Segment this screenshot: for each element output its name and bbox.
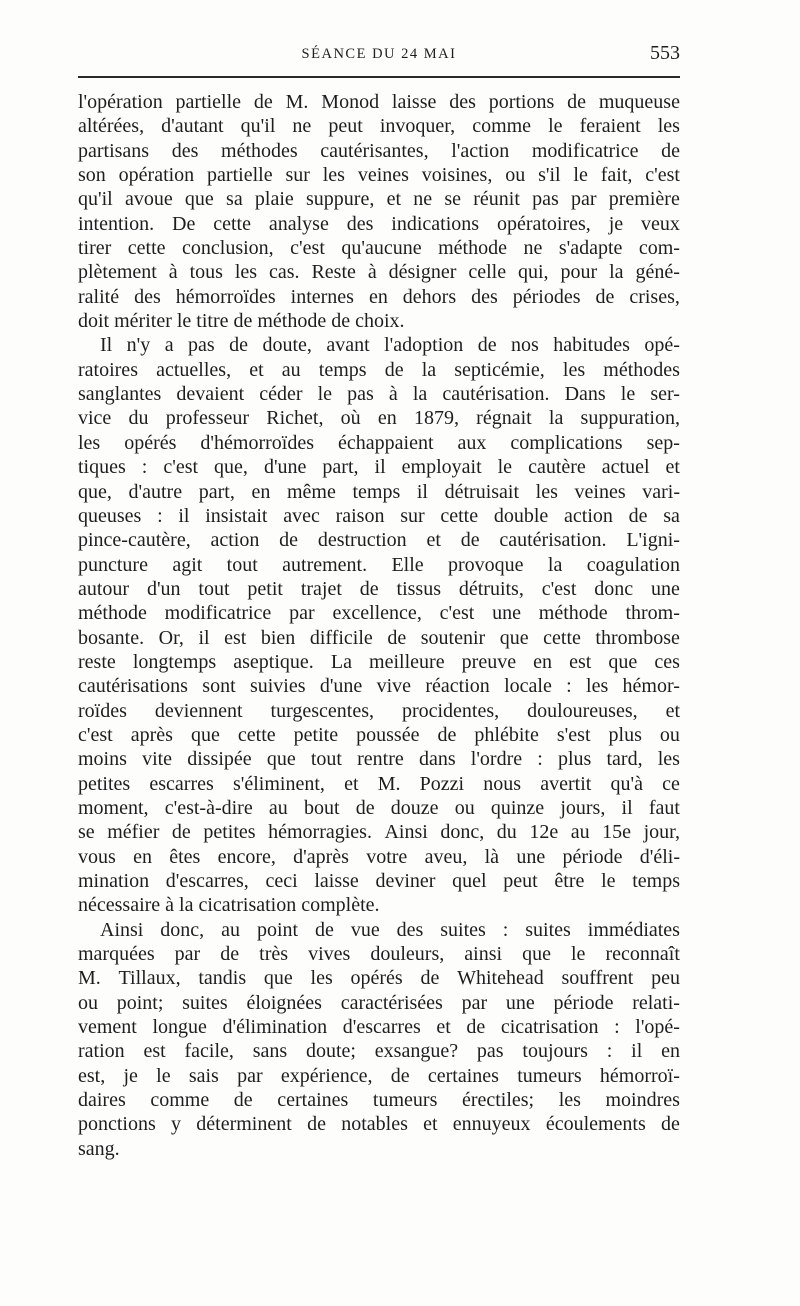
text-line: sanglantes devaient céder le pas à la cautérisation. Dans le ser- — [78, 383, 680, 406]
header-rule — [78, 76, 680, 78]
text-line: ou point; suites éloignées caractérisées par une période relati- — [78, 991, 680, 1014]
text-line: roïdes deviennent turgescentes, procidentes, douloureuses, et — [78, 699, 680, 722]
text-line: est, je le sais par expérience, de certaines tumeurs hémorroï- — [78, 1064, 680, 1087]
text-line: ralité des hémorroïdes internes en dehors des périodes de crises, — [78, 285, 680, 308]
text-line: l'opération partielle de M. Monod laisse des portions de muqueuse — [78, 91, 680, 113]
text-line: petites escarres s'éliminent, et M. Pozzi nous avertit qu'à ce — [78, 772, 680, 795]
text-line: nécessaire à la cicatrisation complète. — [78, 894, 380, 917]
text-line: vice du professeur Richet, où en 1879, régnait la suppuration, — [78, 407, 680, 430]
text-line: reste longtemps aseptique. La meilleure preuve en est que ces — [78, 650, 680, 673]
text-line: altérées, d'autant qu'il ne peut invoquer, comme le feraient les — [78, 115, 680, 138]
body-text — [78, 90, 680, 1161]
text-line: moins vite dissipée que tout rentre dans l'ordre : plus tard, les — [78, 748, 680, 771]
page-header — [78, 42, 680, 72]
text-line: pince-cautère, action de destruction et de cautérisation. L'igni- — [78, 529, 680, 552]
text-line: les opérés d'hémorroïdes échappaient aux complications sep- — [78, 431, 680, 454]
text-line: ponctions y déterminent de notables et ennuyeux écoulements de — [78, 1113, 680, 1136]
text-line: vous en êtes encore, d'après votre aveu, là une période d'éli- — [78, 845, 680, 868]
text-line: bosante. Or, il est bien difficile de soutenir que cette thrombose — [78, 626, 680, 649]
text-line: méthode modificatrice par excellence, c'est une méthode throm- — [78, 602, 680, 625]
page-number: 553 — [650, 42, 680, 64]
text-line: daires comme de certaines tumeurs érectiles; les moindres — [78, 1089, 680, 1112]
text-line: son opération partielle sur les veines voisines, ou s'il le fait, c'est — [78, 164, 680, 187]
text-line: vement longue d'élimination d'escarres et de cicatrisation : l'opé- — [78, 1016, 680, 1039]
text-line: que, d'autre part, en même temps il détruisait les veines vari- — [78, 480, 680, 503]
text-line: moment, c'est-à-dire au bout de douze ou quinze jours, il faut — [78, 796, 680, 819]
text-line: ration est facile, sans doute; exsangue? pas toujours : il en — [78, 1040, 680, 1063]
text-line: tiques : c'est que, d'une part, il employait le cautère actuel et — [78, 456, 680, 479]
text-line: c'est après que cette petite poussée de phlébite s'est plus ou — [78, 723, 680, 746]
text-line: cautérisations sont suivies d'une vive réaction locale : les hémor- — [78, 675, 680, 698]
text-line: marquées par de très vives douleurs, ainsi que le reconnaît — [78, 943, 680, 966]
text-line: qu'il avoue que sa plaie suppure, et ne se réunit pas par première — [78, 188, 680, 211]
text-line: se méfier de petites hémorragies. Ainsi donc, du 12e au 15e jour, — [78, 821, 680, 844]
text-line: partisans des méthodes cautérisantes, l'action modificatrice de — [78, 139, 680, 162]
text-line: Il n'y a pas de doute, avant l'adoption de nos habitudes opé- — [100, 334, 680, 357]
text-line: queuses : il insistait avec raison sur cette double action de sa — [78, 504, 680, 527]
text-line: puncture agit tout autrement. Elle provoque la coagulation — [78, 553, 680, 576]
text-line: plètement à tous les cas. Reste à désigner celle qui, pour la géné- — [78, 261, 680, 284]
text-line: intention. De cette analyse des indications opératoires, je veux — [78, 212, 680, 235]
text-line: M. Tillaux, tandis que les opérés de Whitehead souffrent peu — [78, 967, 680, 990]
text-line: sang. — [78, 1137, 120, 1160]
text-line: doit mériter le titre de méthode de choix. — [78, 310, 405, 333]
text-line: Ainsi donc, au point de vue des suites : suites immédiates — [100, 918, 680, 941]
paragraph — [78, 918, 680, 1161]
text-line: ratoires actuelles, et au temps de la septicémie, les méthodes — [78, 358, 680, 381]
paragraph — [78, 333, 680, 917]
paragraph — [78, 90, 680, 333]
text-line: autour d'un tout petit trajet de tissus détruits, c'est donc une — [78, 577, 680, 600]
running-title: SÉANCE DU 24 MAI — [301, 46, 457, 62]
text-line: mination d'escarres, ceci laisse deviner quel peut être le temps — [78, 870, 680, 892]
text-line: tirer cette conclusion, c'est qu'aucune méthode ne s'adapte com- — [78, 237, 680, 260]
